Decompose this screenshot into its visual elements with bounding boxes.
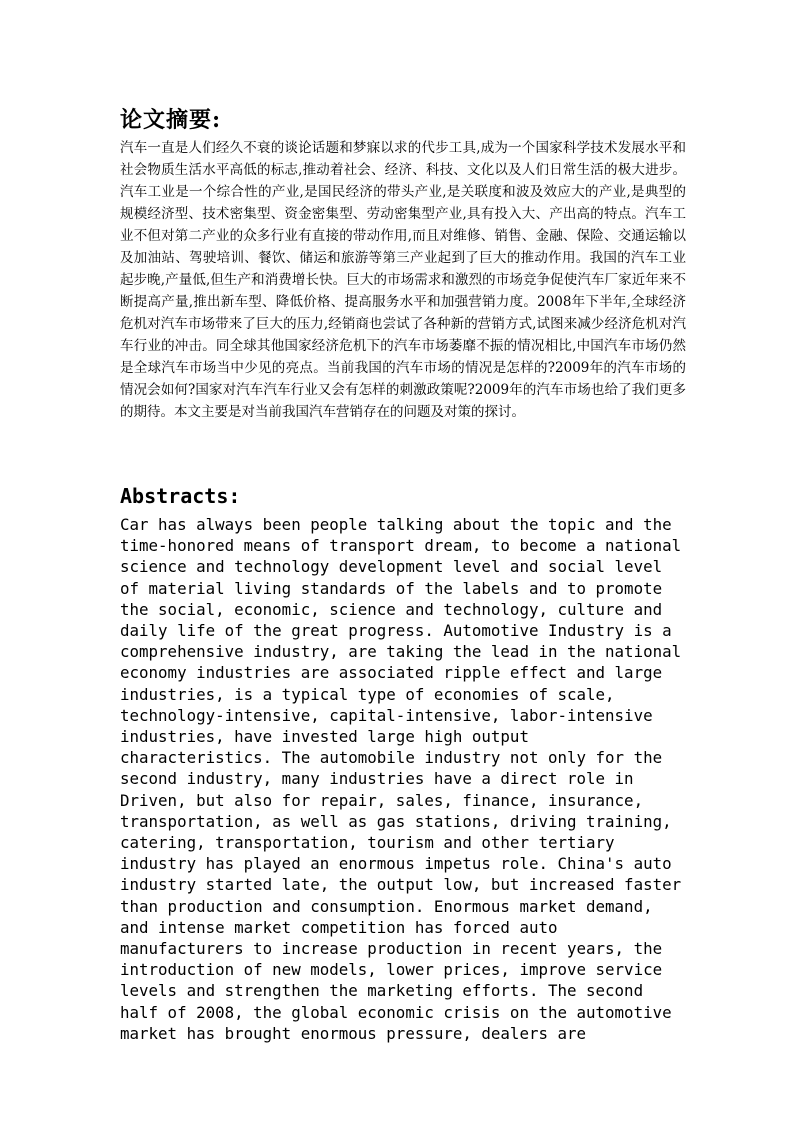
- english-abstract-body: Car has always been people talking about the topic and the time-honored means of transport dream, to become a national science and technology development level and social level of material living standards of the labels and to promote the social, economic, science and technology, culture and daily life of the great progress. Automotive Industry is a comprehensive industry, are taking the lead in the national economy industries are associated ripple effect and large industries, is a typical type of economies of scale, technology-intensive, capital-intensive, labor-intensive industries, have invested large high output characteristics. The automobile industry not only for the second industry, many industries have a direct role in Driven, but also for repair, sales, finance, insurance, transportation, as well as gas stations, driving training, catering, transportation, tourism and other tertiary industry has played an enormous impetus role. China's auto industry started late, the output low, but increased faster than production and consumption. Enormous market demand, and intense market competition has forced auto manufacturers to increase production in recent years, the introduction of new models, lower prices, improve service levels and strengthen the marketing efforts. The second half of 2008, the global economic crisis on the automotive market has brought enormous pressure, dealers are: [120, 515, 682, 1043]
- english-abstract-heading: Abstracts:: [120, 484, 241, 508]
- chinese-abstract-body: 汽车一直是人们经久不衰的谈论话题和梦寐以求的代步工具,成为一个国家科学技术发展水平和社会物质生活水平高低的标志,推动着社会、经济、科技、文化以及人们日常生活的极大进步。汽车工业是一个综合性的产业,是国民经济的带头产业,是关联度和波及效应大的产业,是典型的规模经济型、技术密集型、资金密集型、劳动密集型产业,具有投入大、产出高的特点。汽车工业不但对第二产业的众多行业有直接的带动作用,而且对维修、销售、金融、保险、交通运输以及加油站、驾驶培训、餐饮、储运和旅游等第三产业起到了巨大的推动作用。我国的汽车工业起步晚,产量低,但生产和消费增长快。巨大的市场需求和激烈的市场竞争促使汽车厂家近年来不断提高产量,推出新车型、降低价格、提高服务水平和加强营销力度。2008年下半年,全球经济危机对汽车市场带来了巨大的压力,经销商也尝试了各种新的营销方式,试图来减少经济危机对汽车行业的冲击。同全球其他国家经济危机下的汽车市场萎靡不振的情况相比,中国汽车市场仍然是全球汽车市场当中少见的亮点。当前我国的汽车市场的情况是怎样的?2009年的汽车市场的情况会如何?国家对汽车汽车行业又会有怎样的刺激政策呢?2009年的汽车市场也给了我们更多的期待。本文主要是对当前我国汽车营销存在的问题及对策的探讨。: [120, 140, 686, 420]
- chinese-abstract-heading: 论文摘要:: [120, 107, 222, 133]
